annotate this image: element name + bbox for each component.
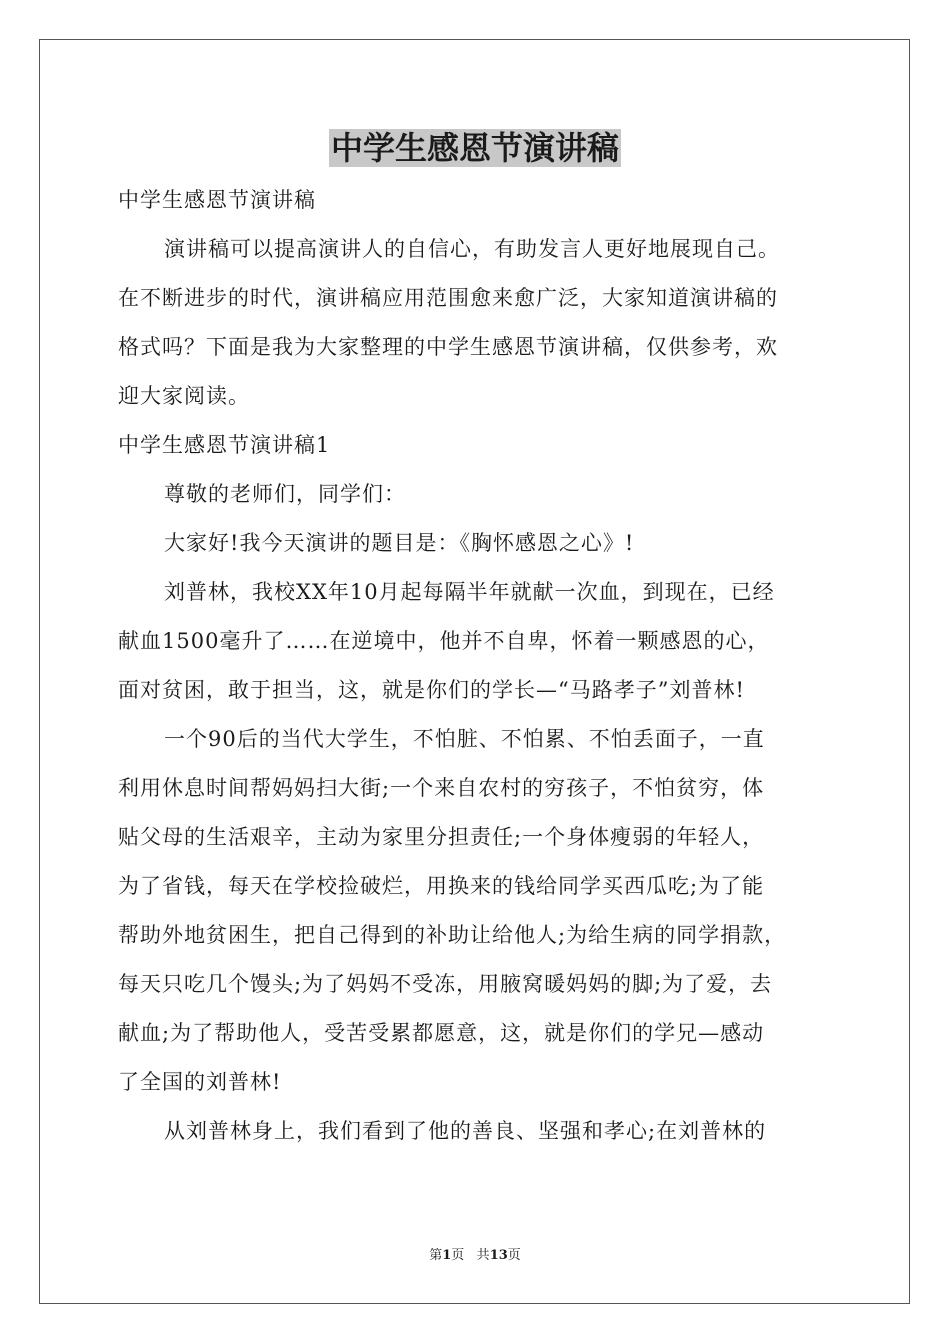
document-body [118,176,838,1156]
section-heading: 中学生感恩节演讲稿1 [118,433,331,457]
document-title [0,122,950,174]
footer-page-number: 1 [442,1248,452,1263]
body-line: 一个90后的当代大学生，不怕脏、不怕累、不怕丢面子，一直 [164,727,765,751]
body-line: 演讲稿可以提高演讲人的自信心，有助发言人更好地展现自己。 [164,237,780,261]
body-line: 大家好!我今天演讲的题目是：《胸怀感恩之心》! [164,531,635,555]
body-line: 献血;为了帮助他人，受苦受累都愿意，这，就是你们的学兄—感动 [118,1021,765,1045]
footer-total-prefix: 共 [476,1248,490,1263]
body-line: 尊敬的老师们，同学们： [164,482,406,506]
document-title-text: 中学生感恩节演讲稿 [330,129,619,167]
footer-total-suffix: 页 [507,1248,521,1263]
body-line: 刘普林，我校XX年10月起每隔半年就献一次血，到现在，已经 [164,580,775,604]
body-line: 帮助外地贫困生，把自己得到的补助让给他人;为给生病的同学捐款， [118,923,787,947]
body-line: 利用休息时间帮妈妈扫大街;一个来自农村的穷孩子，不怕贫穷，体 [118,776,765,800]
body-line: 贴父母的生活艰辛，主动为家里分担责任;一个身体瘦弱的年轻人， [118,825,765,849]
body-line: 在不断进步的时代，演讲稿应用范围愈来愈广泛，大家知道演讲稿的 [118,286,778,310]
body-line: 从刘普林身上，我们看到了他的善良、坚强和孝心;在刘普林的 [164,1119,767,1143]
footer-total-pages: 13 [489,1248,508,1263]
body-line: 献血1500毫升了……在逆境中，他并不自卑，怀着一颗感恩的心， [118,629,770,653]
body-line: 为了省钱，每天在学校捡破烂，用换来的钱给同学买西瓜吃;为了能 [118,874,765,898]
body-line: 面对贫困，敢于担当，这，就是你们的学长—“马路孝子”刘普林! [118,678,745,702]
body-line: 中学生感恩节演讲稿 [118,188,316,212]
body-line: 格式吗？下面是我为大家整理的中学生感恩节演讲稿，仅供参考，欢 [118,335,778,359]
body-line: 迎大家阅读。 [118,384,250,408]
body-line: 每天只吃几个馒头;为了妈妈不受冻，用腋窝暖妈妈的脚;为了爱，去 [118,972,773,996]
body-line: 了全国的刘普林! [118,1070,282,1094]
page-footer [0,1246,950,1266]
footer-prefix: 第 [429,1248,443,1263]
footer-page-suffix: 页 [451,1248,465,1263]
